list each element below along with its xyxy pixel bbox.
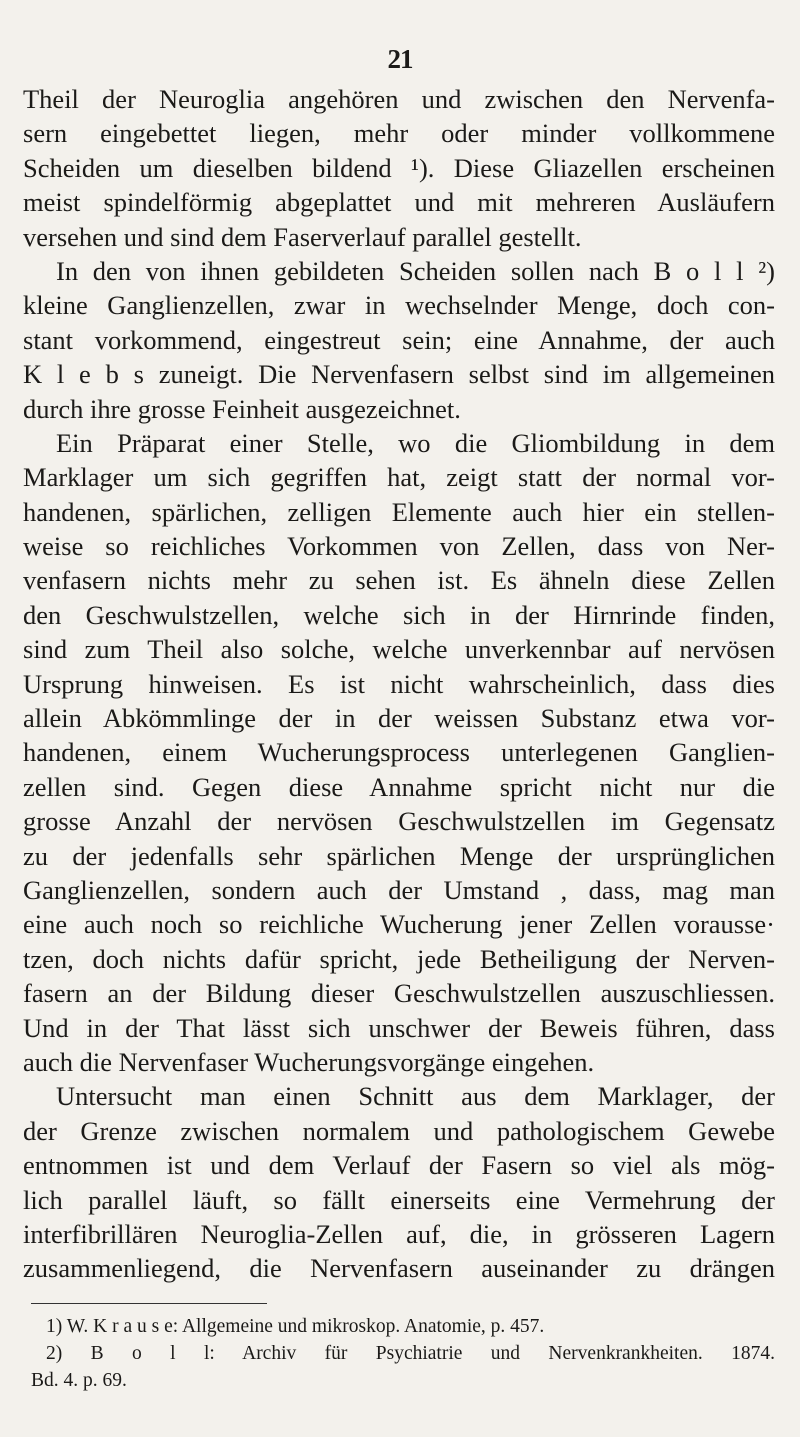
text-line: zu der jedenfalls sehr spärlichen Menge der ursprünglichen — [23, 840, 775, 871]
footnote-divider — [31, 1303, 267, 1304]
footnote-2: 2) B o l l: Archiv für Psychiatrie und Nervenkrankheiten. 1874. — [46, 1343, 775, 1364]
text-line: Scheiden um dieselben bildend ¹). Diese Gliazellen erscheinen — [23, 152, 775, 183]
text-line: stant vorkommend, eingestreut sein; eine Annahme, der auch — [23, 324, 775, 355]
page-number: 21 — [387, 44, 413, 74]
text-line: Ursprung hinweisen. Es ist nicht wahrscheinlich, dass dies — [23, 668, 775, 699]
text-line: sern eingebettet liegen, mehr oder minder vollkommene — [23, 118, 775, 149]
text-line: kleine Ganglienzellen, zwar in wechselnder Menge, doch con- — [23, 290, 775, 321]
text-line: eine auch noch so reichliche Wucherung jener Zellen vorausse· — [23, 909, 775, 940]
text-line: handenen, einem Wucherungsprocess unterlegenen Ganglien- — [23, 737, 775, 768]
text-line: K l e b s zuneigt. Die Nervenfasern selbst sind im allgemeinen — [23, 359, 775, 390]
text-line: weise so reichliches Vorkommen von Zellen, dass von Ner- — [23, 531, 775, 562]
text-line: fasern an der Bildung dieser Geschwulstzellen auszuschliessen. — [23, 978, 775, 1009]
text-line: lich parallel läuft, so fällt einerseits eine Vermehrung der — [23, 1184, 775, 1215]
text-line: auch die Nervenfaser Wucherungsvorgänge eingehen. — [23, 1046, 595, 1077]
body-text — [23, 82, 775, 1286]
text-line: tzen, doch nichts dafür spricht, jede Betheiligung der Nerven- — [23, 943, 775, 974]
text-line: Ganglienzellen, sondern auch der Umstand , dass, mag man — [23, 874, 775, 905]
text-line: zusammenliegend, die Nervenfasern auseinander zu drängen — [23, 1253, 775, 1284]
footnote-1: 1) W. K r a u s e: Allgemeine und mikroskop. Anatomie, p. 457. — [46, 1316, 545, 1337]
text-line: zellen sind. Gegen diese Annahme spricht nicht nur die — [23, 771, 775, 802]
text-line: versehen und sind dem Faserverlauf parallel gestellt. — [23, 221, 582, 252]
text-line: Theil der Neuroglia angehören und zwischen den Nervenfa- — [23, 84, 775, 114]
text-line: interfibrillären Neuroglia-Zellen auf, die, in grösseren Lagern — [23, 1218, 775, 1249]
text-line: In den von ihnen gebildeten Scheiden sollen nach B o l l ²) — [56, 255, 775, 286]
footnotes — [31, 1313, 775, 1394]
text-line: handenen, spärlichen, zelligen Elemente auch hier ein stellen- — [23, 496, 775, 527]
text-line: Und in der That lässt sich unschwer der Beweis führen, dass — [23, 1012, 775, 1043]
text-line: entnommen ist und dem Verlauf der Fasern so viel als mög- — [23, 1150, 775, 1181]
text-line: sind zum Theil also solche, welche unverkennbar auf nervösen — [23, 634, 775, 665]
text-line: den Geschwulstzellen, welche sich in der Hirnrinde finden, — [23, 599, 775, 630]
text-line: Ein Präparat einer Stelle, wo die Gliombildung in dem — [56, 427, 775, 458]
text-line: der Grenze zwischen normalem und pathologischem Gewebe — [23, 1115, 775, 1146]
text-line: grosse Anzahl der nervösen Geschwulstzellen im Gegensatz — [23, 806, 775, 837]
text-line: Marklager um sich gegriffen hat, zeigt statt der normal vor- — [23, 462, 775, 493]
text-line: venfasern nichts mehr zu sehen ist. Es ähneln diese Zellen — [23, 565, 775, 596]
text-line: Untersucht man einen Schnitt aus dem Marklager, der — [56, 1081, 775, 1112]
text-line: meist spindelförmig abgeplattet und mit mehreren Ausläufern — [23, 187, 775, 218]
text-line: allein Abkömmlinge der in der weissen Substanz etwa vor- — [23, 703, 775, 734]
text-line: durch ihre grosse Feinheit ausgezeichnet. — [23, 393, 461, 424]
footnote-2-continued: Bd. 4. p. 69. — [31, 1370, 127, 1391]
